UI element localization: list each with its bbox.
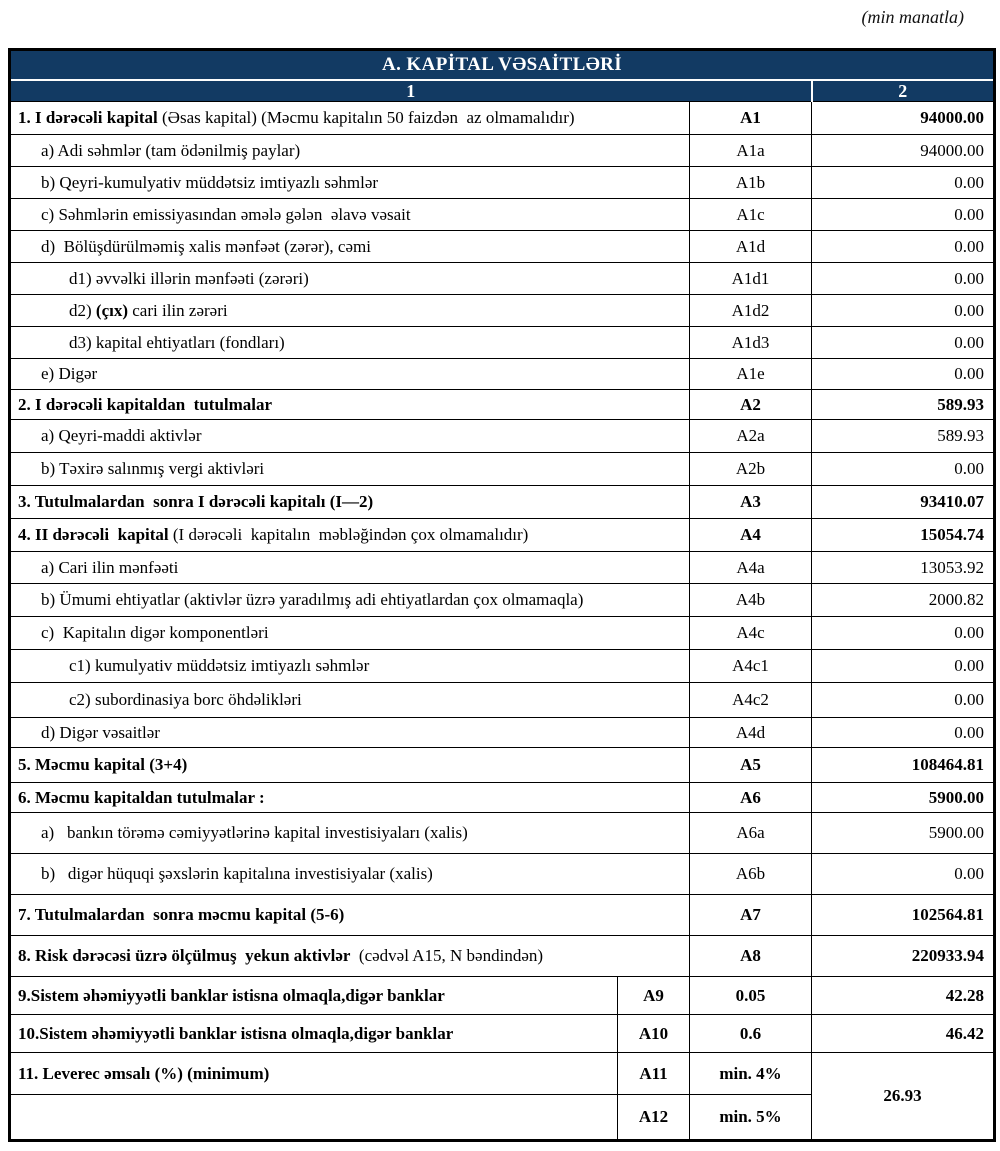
row-value: 589.93	[812, 390, 995, 420]
table-row	[10, 977, 995, 1015]
row-value: 0.00	[812, 199, 995, 231]
row-code: A4c1	[690, 650, 812, 683]
table-row	[10, 683, 995, 718]
row-label: b) Təxirə salınmış vergi aktivləri	[10, 453, 690, 486]
table-row	[10, 327, 995, 359]
capital-table	[8, 48, 996, 1142]
row-code: A12	[618, 1095, 690, 1141]
row-code: A4a	[690, 552, 812, 584]
row-label: c2) subordinasiya borc öhdəlikləri	[10, 683, 690, 718]
table-row	[10, 390, 995, 420]
table-row	[10, 453, 995, 486]
row-code: A1e	[690, 359, 812, 390]
row-label: b) digər hüquqi şəxslərin kapitalına investisiyalar (xalis)	[10, 854, 690, 895]
table-row	[10, 1053, 995, 1095]
row-ratio: min. 5%	[690, 1095, 812, 1141]
row-code: A8	[690, 936, 812, 977]
table-row	[10, 1015, 995, 1053]
row-value: 13053.92	[812, 552, 995, 584]
table-row	[10, 748, 995, 783]
row-code: A6a	[690, 813, 812, 854]
row-code: A7	[690, 895, 812, 936]
table-row	[10, 420, 995, 453]
table-row	[10, 263, 995, 295]
row-value: 0.00	[812, 650, 995, 683]
table-row	[10, 783, 995, 813]
row-value: 102564.81	[812, 895, 995, 936]
row-label: 5. Məcmu kapital (3+4)	[10, 748, 690, 783]
row-label: 10.Sistem əhəmiyyətli banklar istisna olmaqla,digər banklar	[10, 1015, 618, 1053]
table-row	[10, 617, 995, 650]
row-value: 589.93	[812, 420, 995, 453]
row-value: 0.00	[812, 231, 995, 263]
row-code: A4	[690, 519, 812, 552]
table-row	[10, 813, 995, 854]
row-code: A2b	[690, 453, 812, 486]
row-ratio: min. 4%	[690, 1053, 812, 1095]
row-code: A11	[618, 1053, 690, 1095]
table-row	[10, 199, 995, 231]
row-value: 108464.81	[812, 748, 995, 783]
row-label: d) Digər vəsaitlər	[10, 718, 690, 748]
row-label: 2. I dərəcəli kapitaldan tutulmalar	[10, 390, 690, 420]
row-label: a) Qeyri-maddi aktivlər	[10, 420, 690, 453]
row-code: A9	[618, 977, 690, 1015]
col-header-1: 1	[10, 80, 812, 102]
row-value: 94000.00	[812, 102, 995, 135]
table-row	[10, 650, 995, 683]
row-value: 0.00	[812, 263, 995, 295]
table-row	[10, 359, 995, 390]
column-header-row	[10, 80, 995, 102]
table-title: A. KAPİTAL VƏSAİTLƏRİ	[10, 50, 995, 80]
row-label: 9.Sistem əhəmiyyətli banklar istisna olmaqla,digər banklar	[10, 977, 618, 1015]
row-code: A1d	[690, 231, 812, 263]
row-value: 94000.00	[812, 135, 995, 167]
row-label: d2) (çıx) cari ilin zərəri	[10, 295, 690, 327]
row-value: 0.00	[812, 854, 995, 895]
row-value: 0.00	[812, 327, 995, 359]
table-row	[10, 167, 995, 199]
row-value: 0.00	[812, 167, 995, 199]
row-value: 15054.74	[812, 519, 995, 552]
row-value: 93410.07	[812, 486, 995, 519]
row-code: A3	[690, 486, 812, 519]
table-row	[10, 486, 995, 519]
row-code: A2a	[690, 420, 812, 453]
row-value: 46.42	[812, 1015, 995, 1053]
row-code: A1	[690, 102, 812, 135]
table-row	[10, 295, 995, 327]
row-code: A4d	[690, 718, 812, 748]
row-value: 0.00	[812, 683, 995, 718]
row-code: A10	[618, 1015, 690, 1053]
row-label: 6. Məcmu kapitaldan tutulmalar :	[10, 783, 690, 813]
row-code: A1c	[690, 199, 812, 231]
row-code: A1d3	[690, 327, 812, 359]
row-code: A1b	[690, 167, 812, 199]
row-value: 5900.00	[812, 783, 995, 813]
col-header-2: 2	[812, 80, 995, 102]
row-value: 42.28	[812, 977, 995, 1015]
row-label: b) Ümumi ehtiyatlar (aktivlər üzrə yaradılmış adi ehtiyatlardan çox olmamaqla)	[10, 584, 690, 617]
row-value: 0.00	[812, 359, 995, 390]
table-row	[10, 552, 995, 584]
row-value: 5900.00	[812, 813, 995, 854]
table-row	[10, 936, 995, 977]
table-row	[10, 584, 995, 617]
row-code: A6	[690, 783, 812, 813]
row-code: A4b	[690, 584, 812, 617]
table-row	[10, 519, 995, 552]
row-ratio: 0.05	[690, 977, 812, 1015]
row-label: e) Digər	[10, 359, 690, 390]
row-label: d1) əvvəlki illərin mənfəəti (zərəri)	[10, 263, 690, 295]
row-label: 3. Tutulmalardan sonra I dərəcəli kapitalı (I—2)	[10, 486, 690, 519]
row-label: 8. Risk dərəcəsi üzrə ölçülmuş yekun aktivlər (cədvəl A15, N bəndindən)	[10, 936, 690, 977]
row-label-empty	[10, 1095, 618, 1141]
row-label: c1) kumulyativ müddətsiz imtiyazlı səhmlər	[10, 650, 690, 683]
row-code: A1d1	[690, 263, 812, 295]
table-row	[10, 102, 995, 135]
table-title-row	[10, 50, 995, 80]
row-value: 0.00	[812, 617, 995, 650]
table-row	[10, 231, 995, 263]
row-label: 1. I dərəcəli kapital (Əsas kapital) (Məcmu kapitalın 50 faizdən az olmamalıdır)	[10, 102, 690, 135]
row-code: A5	[690, 748, 812, 783]
row-label: d3) kapital ehtiyatları (fondları)	[10, 327, 690, 359]
row-value: 0.00	[812, 718, 995, 748]
row-code: A6b	[690, 854, 812, 895]
row-label: 4. II dərəcəli kapital (I dərəcəli kapitalın məbləğindən çox olmamalıdır)	[10, 519, 690, 552]
row-label: b) Qeyri-kumulyativ müddətsiz imtiyazlı səhmlər	[10, 167, 690, 199]
row-label: 7. Tutulmalardan sonra məcmu kapital (5-6)	[10, 895, 690, 936]
table-row	[10, 854, 995, 895]
table-row	[10, 895, 995, 936]
row-label: 11. Leverec əmsalı (%) (minimum)	[10, 1053, 618, 1095]
table-row	[10, 135, 995, 167]
row-code: A1d2	[690, 295, 812, 327]
table-row	[10, 718, 995, 748]
row-ratio: 0.6	[690, 1015, 812, 1053]
row-label: c) Səhmlərin emissiyasından əmələ gələn əlavə vəsait	[10, 199, 690, 231]
row-code: A4c	[690, 617, 812, 650]
row-label: a) bankın törəmə cəmiyyətlərinə kapital investisiyaları (xalis)	[10, 813, 690, 854]
row-code: A4c2	[690, 683, 812, 718]
row-label: c) Kapitalın digər komponentləri	[10, 617, 690, 650]
row-code: A2	[690, 390, 812, 420]
row-value-merged: 26.93	[812, 1053, 995, 1141]
row-label: d) Bölüşdürülməmiş xalis mənfəət (zərər), cəmi	[10, 231, 690, 263]
row-label: a) Adi səhmlər (tam ödənilmiş paylar)	[10, 135, 690, 167]
row-label: a) Cari ilin mənfəəti	[10, 552, 690, 584]
row-value: 0.00	[812, 295, 995, 327]
row-value: 0.00	[812, 453, 995, 486]
row-value: 220933.94	[812, 936, 995, 977]
row-code: A1a	[690, 135, 812, 167]
row-value: 2000.82	[812, 584, 995, 617]
unit-note: (min manatla)	[861, 7, 964, 27]
